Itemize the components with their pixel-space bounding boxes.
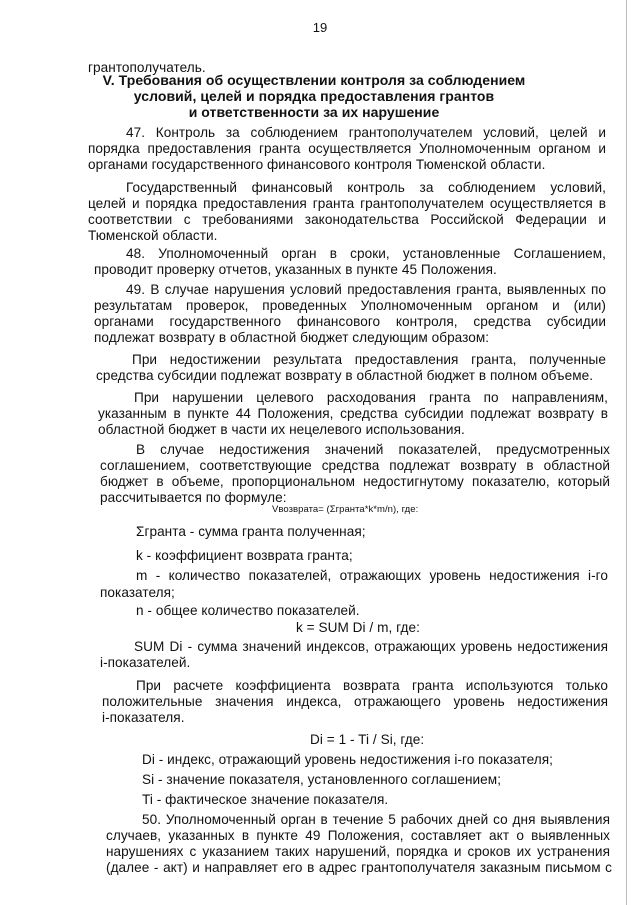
definition-line: Di - индекс, отражающий уровень недостижения i-го показателя; [142, 752, 554, 767]
coefficient-formula: k = SUM Di / m, где: [296, 620, 420, 635]
text-line: соглашением, соответствующие средства подлежат возврату в областной [100, 458, 610, 473]
text-line: Тюменской области. [88, 228, 218, 243]
text-line: 48. Уполномоченный орган в сроки, установленные Соглашением, [126, 246, 606, 261]
return-formula: Vвозврата= (Σгранта*k*m/n), где: [272, 504, 419, 515]
definition-line: Si - значение показателя, установленного соглашением; [142, 772, 502, 787]
definition-line: Σгранта - сумма гранта полученная; [136, 524, 366, 539]
text-line: i-показателя. [102, 710, 185, 725]
section-heading: V. Требования об осуществлении контроля за соблюдением [102, 72, 526, 88]
text-line: 47. Контроль за соблюдением грантополучателем условий, целей и [126, 125, 606, 140]
text-line: случаев, указанных в пункте 49 Положения, составляет акт о выявленных [106, 828, 610, 843]
text-line: i-показателей. [100, 655, 191, 670]
text-line: Государственный финансовый контроль за соблюдением условий, [126, 180, 606, 195]
section-heading: и ответственности за их нарушение [188, 104, 440, 120]
section-heading: условий, целей и порядка предоставления грантов [133, 88, 495, 104]
text-line: При расчете коэффициента возврата гранта используются только [136, 678, 608, 693]
text-line: При недостижении результата предоставления гранта, полученные [132, 352, 606, 367]
text-line: целей и порядка предоставления гранта грантополучателем осуществляется в [88, 196, 606, 211]
definition-line: n - общее количество показателей. [136, 603, 360, 618]
text-line: результатам проверок, проведенных Уполномоченным органом и (или) [94, 298, 606, 313]
text-line: 50. Уполномоченный орган в течение 5 рабочих дней со дня выявления [142, 812, 610, 827]
scan-edge [626, 0, 627, 905]
text-line: нарушениях с указанием таких нарушений, порядка и сроков их устранения [106, 844, 610, 859]
index-formula: Di = 1 - Ti / Si, где: [310, 732, 425, 747]
text-line: При нарушении целевого расходования гранта по направлениям, [134, 390, 608, 405]
text-line: порядка предоставления гранта осуществляется Уполномоченным органом и [88, 141, 606, 156]
text-line: 49. В случае нарушения условий предоставления гранта, выявленных по [126, 282, 606, 297]
text-line: показателя; [100, 585, 175, 600]
definition-line: SUM Di - сумма значений индексов, отражающих уровень недостижения [134, 639, 608, 654]
text-line: В случае недостижения значений показателей, предусмотренных [136, 442, 610, 457]
text-line: положительные значения индекса, отражающего уровень недостижения [102, 694, 608, 709]
page-number: 19 [312, 20, 328, 35]
text-line: средства субсидии подлежат возврату в областной бюджет в полном объеме. [96, 368, 594, 383]
text-line: (далее - акт) и направляет его в адрес грантополучателя заказным письмом с [106, 860, 612, 875]
text-line: подлежат возврату в областной бюджет следующим образом: [94, 330, 490, 345]
grant-sum-symbol: Σгранта [136, 524, 186, 539]
text-line: бюджет в объеме, пропорциональном недостигнутому показателю, который [100, 474, 610, 489]
text-line: грантополучатель. [88, 60, 206, 75]
definition-line: m - количество показателей, отражающих уровень недостижения i-го [136, 568, 608, 583]
text-line: соответствии с требованиями законодательства Российской Федерации и [88, 212, 606, 227]
text-line: проводит проверку отчетов, указанных в пункте 45 Положения. [94, 262, 497, 277]
text-line: указанным в пункте 44 Положения, средства субсидии подлежат возврату в [98, 406, 608, 421]
text-line: рассчитывается по формуле: [100, 490, 287, 505]
text-line: областной бюджет в части их нецелевого использования. [98, 422, 465, 437]
definition-line: k - коэффициент возврата гранта; [136, 548, 353, 563]
text-line: органами государственного финансового контроля, средства субсидии [94, 314, 606, 329]
text-line: органами государственного финансового контроля Тюменской области. [88, 157, 546, 172]
definition-line: Ti - фактическое значение показателя. [142, 792, 389, 807]
